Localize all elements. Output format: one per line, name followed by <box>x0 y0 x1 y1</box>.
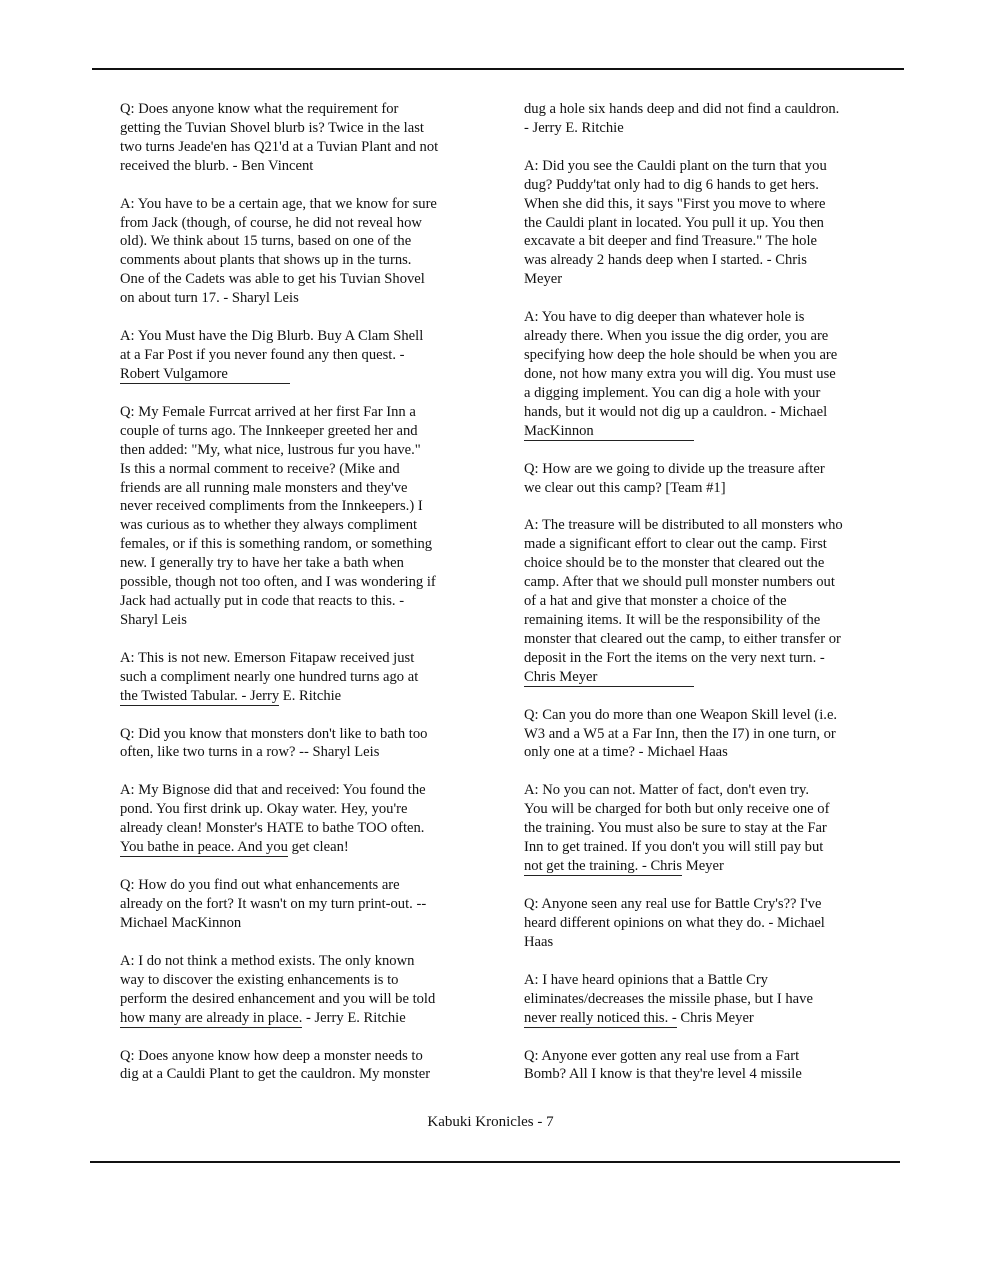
paragraph-text: A: You Must have the Dig Blurb. Buy A Clam Shell at a Far Post if you never found any then quest. - <box>120 328 424 363</box>
paragraph-text: A: I have heard opinions that a Battle Cry eliminates/decreases the missile phase, but I have <box>524 971 813 1007</box>
underlined-text: not get the training. - Chris <box>524 858 683 874</box>
question-paragraph-q5 <box>120 1047 492 1085</box>
signature: Chris Meyer <box>524 669 694 687</box>
underlined-text: the Twisted Tabular. - Jerry <box>120 687 280 704</box>
signature: MacKinnon <box>524 423 694 441</box>
paragraph-text: Q: Anyone seen any real use for Battle Cry's?? I've heard different opinions on what they do. - Michael Haas <box>524 896 825 950</box>
paragraph-text: A: You have to be a certain age, that we know for sure from Jack (though, of course, he did not reveal how old). We think about 15 turns, based on one of the comments about plants that shows up in the turns. One of the Cadets was able to get his Tuvian Shovel on about turn 17. - Sharyl Leis <box>120 195 437 307</box>
paragraph-text: A: You have to dig deeper than whatever hole is already there. When you issue the dig order, you are specifying how deep the hole should be when you are done, not how many extra you will dig. You must use a digging implement. You can dig a hole with your hands, but it would not dig up a cauldron. - Michael <box>524 309 838 420</box>
underlined-text: how many are already in place. <box>120 1009 303 1026</box>
paragraph-text: A: No you can not. Matter of fact, don't even try. You will be charged for both but only receive one of the training. You must also be sure to stay at the Far Inn to get trained. If you don't you will still pay but <box>524 782 830 856</box>
right-column <box>524 100 896 1103</box>
paragraph-text: A: I do not think a method exists. The only known way to discover the existing enhancements is to perform the desired enhancement and you will be told <box>120 952 436 1007</box>
trailing-text: E. Ritchie <box>279 687 342 704</box>
question-paragraph-q4 <box>120 876 492 933</box>
paragraph-r6 <box>524 781 896 876</box>
paragraph-text: A: This is not new. Emerson Fitapaw received just such a compliment nearly one hundred turns ago at <box>120 649 419 685</box>
paragraph-text: Q: How are we going to divide up the treasure after we clear out this camp? [Team #1] <box>524 460 825 496</box>
paragraph-text: A: The treasure will be distributed to all monsters who made a significant effort to clear out the camp. First choice should be to the monster that cleared out the camp. After that we should pull monster numbers out of a hat and give that monster a choice of the remaining items. It will be the responsibility of the monster that cleared out the camp, to either transfer or deposit in the Fort the items on the very next turn. - <box>524 517 843 666</box>
paragraph-a3 <box>120 649 492 706</box>
page-footer: Kabuki Kronicles - 7 <box>427 1114 554 1130</box>
paragraph-text: A: My Bignose did that and received: You found the pond. You first drink up. Okay water. Hey, you're already clean! Monster's HATE to bathe TOO often. <box>120 782 426 837</box>
paragraph-a5 <box>120 952 492 1028</box>
trailing-text: Chris Meyer <box>676 1009 754 1026</box>
paragraph-a1 <box>120 195 492 308</box>
signature: Robert Vulgamore <box>120 366 290 384</box>
paragraph-r7 <box>524 895 896 952</box>
top-rule <box>92 68 904 70</box>
paragraph-r8 <box>524 971 896 1028</box>
question-paragraph-q1 <box>120 100 492 176</box>
paragraph-text: Q: Does anyone know what the requirement for getting the Tuvian Shovel blurb is? Twice in the last two turns Jeade'en has Q21'd at a Tuvian Plant and not received the blurb. - Ben Vincent <box>120 101 439 174</box>
question-paragraph-q3 <box>120 725 492 763</box>
paragraph-a4 <box>120 781 492 857</box>
left-column <box>120 100 492 1103</box>
paragraph-text: dug a hole six hands deep and did not find a cauldron. - Jerry E. Ritchie <box>524 101 840 136</box>
paragraph-text: Q: Anyone ever gotten any real use from a Fart Bomb? All I know is that they're level 4 missile <box>524 1047 802 1083</box>
paragraph-r9 <box>524 1047 896 1085</box>
paragraph-r4 <box>524 516 896 686</box>
paragraph-r3 <box>524 460 896 498</box>
paragraph-a2 <box>120 327 492 384</box>
paragraph-text: Q: Can you do more than one Weapon Skill level (i.e. W3 and a W5 at a Far Inn, then the I7) in one turn, or only one at a time? - Michael Haas <box>524 706 838 761</box>
paragraph-r0 <box>524 100 896 138</box>
paragraph-text: A: Did you see the Cauldi plant on the turn that you dug? Puddy'tat only had to dig 6 hands to get hers. When she did this, it says "First you move to where the Cauldi plant in located. You pull it up. You then excavate a bit deeper and find Treasure." The hole was already 2 hands deep when I started. - Chris Meyer <box>524 157 827 288</box>
bottom-rule <box>90 1161 900 1163</box>
trailing-text: Meyer <box>682 858 724 874</box>
paragraph-text: Q: Did you know that monsters don't like to bath too often, like two turns in a row? -- Sharyl Leis <box>120 725 428 761</box>
underlined-text: You bathe in peace. And you <box>120 839 288 856</box>
trailing-text: - Jerry E. Ritchie <box>302 1009 406 1026</box>
paragraph-r5 <box>524 706 896 763</box>
underlined-text: never really noticed this. - <box>524 1009 677 1026</box>
trailing-text: get clean! <box>287 839 349 856</box>
paragraph-r1 <box>524 157 896 289</box>
paragraph-text: Q: My Female Furrcat arrived at her first Far Inn a couple of turns ago. The Innkeeper greeted her and then added: "My, what nice, lustrous fur you have." Is this a normal comment to receive? (Mike and friends are all running male monsters and they've never received compliments from the Innkeepers.) I was curious as to whether they always compliment females, or if this is something random, or something new. I generally try to have her take a bath when possible, though not too often, and I was wondering if Jack had actually put in code that reacts to this. - Sharyl Leis <box>120 403 436 628</box>
paragraph-text: Q: How do you find out what enhancements are already on the fort? It wasn't on my turn print-out. -- Michael MacKinnon <box>120 877 427 931</box>
paragraph-text: Q: Does anyone know how deep a monster needs to dig at a Cauldi Plant to get the cauldron. My monster <box>120 1047 431 1083</box>
paragraph-r2 <box>524 308 896 440</box>
question-paragraph-q2 <box>120 403 492 630</box>
